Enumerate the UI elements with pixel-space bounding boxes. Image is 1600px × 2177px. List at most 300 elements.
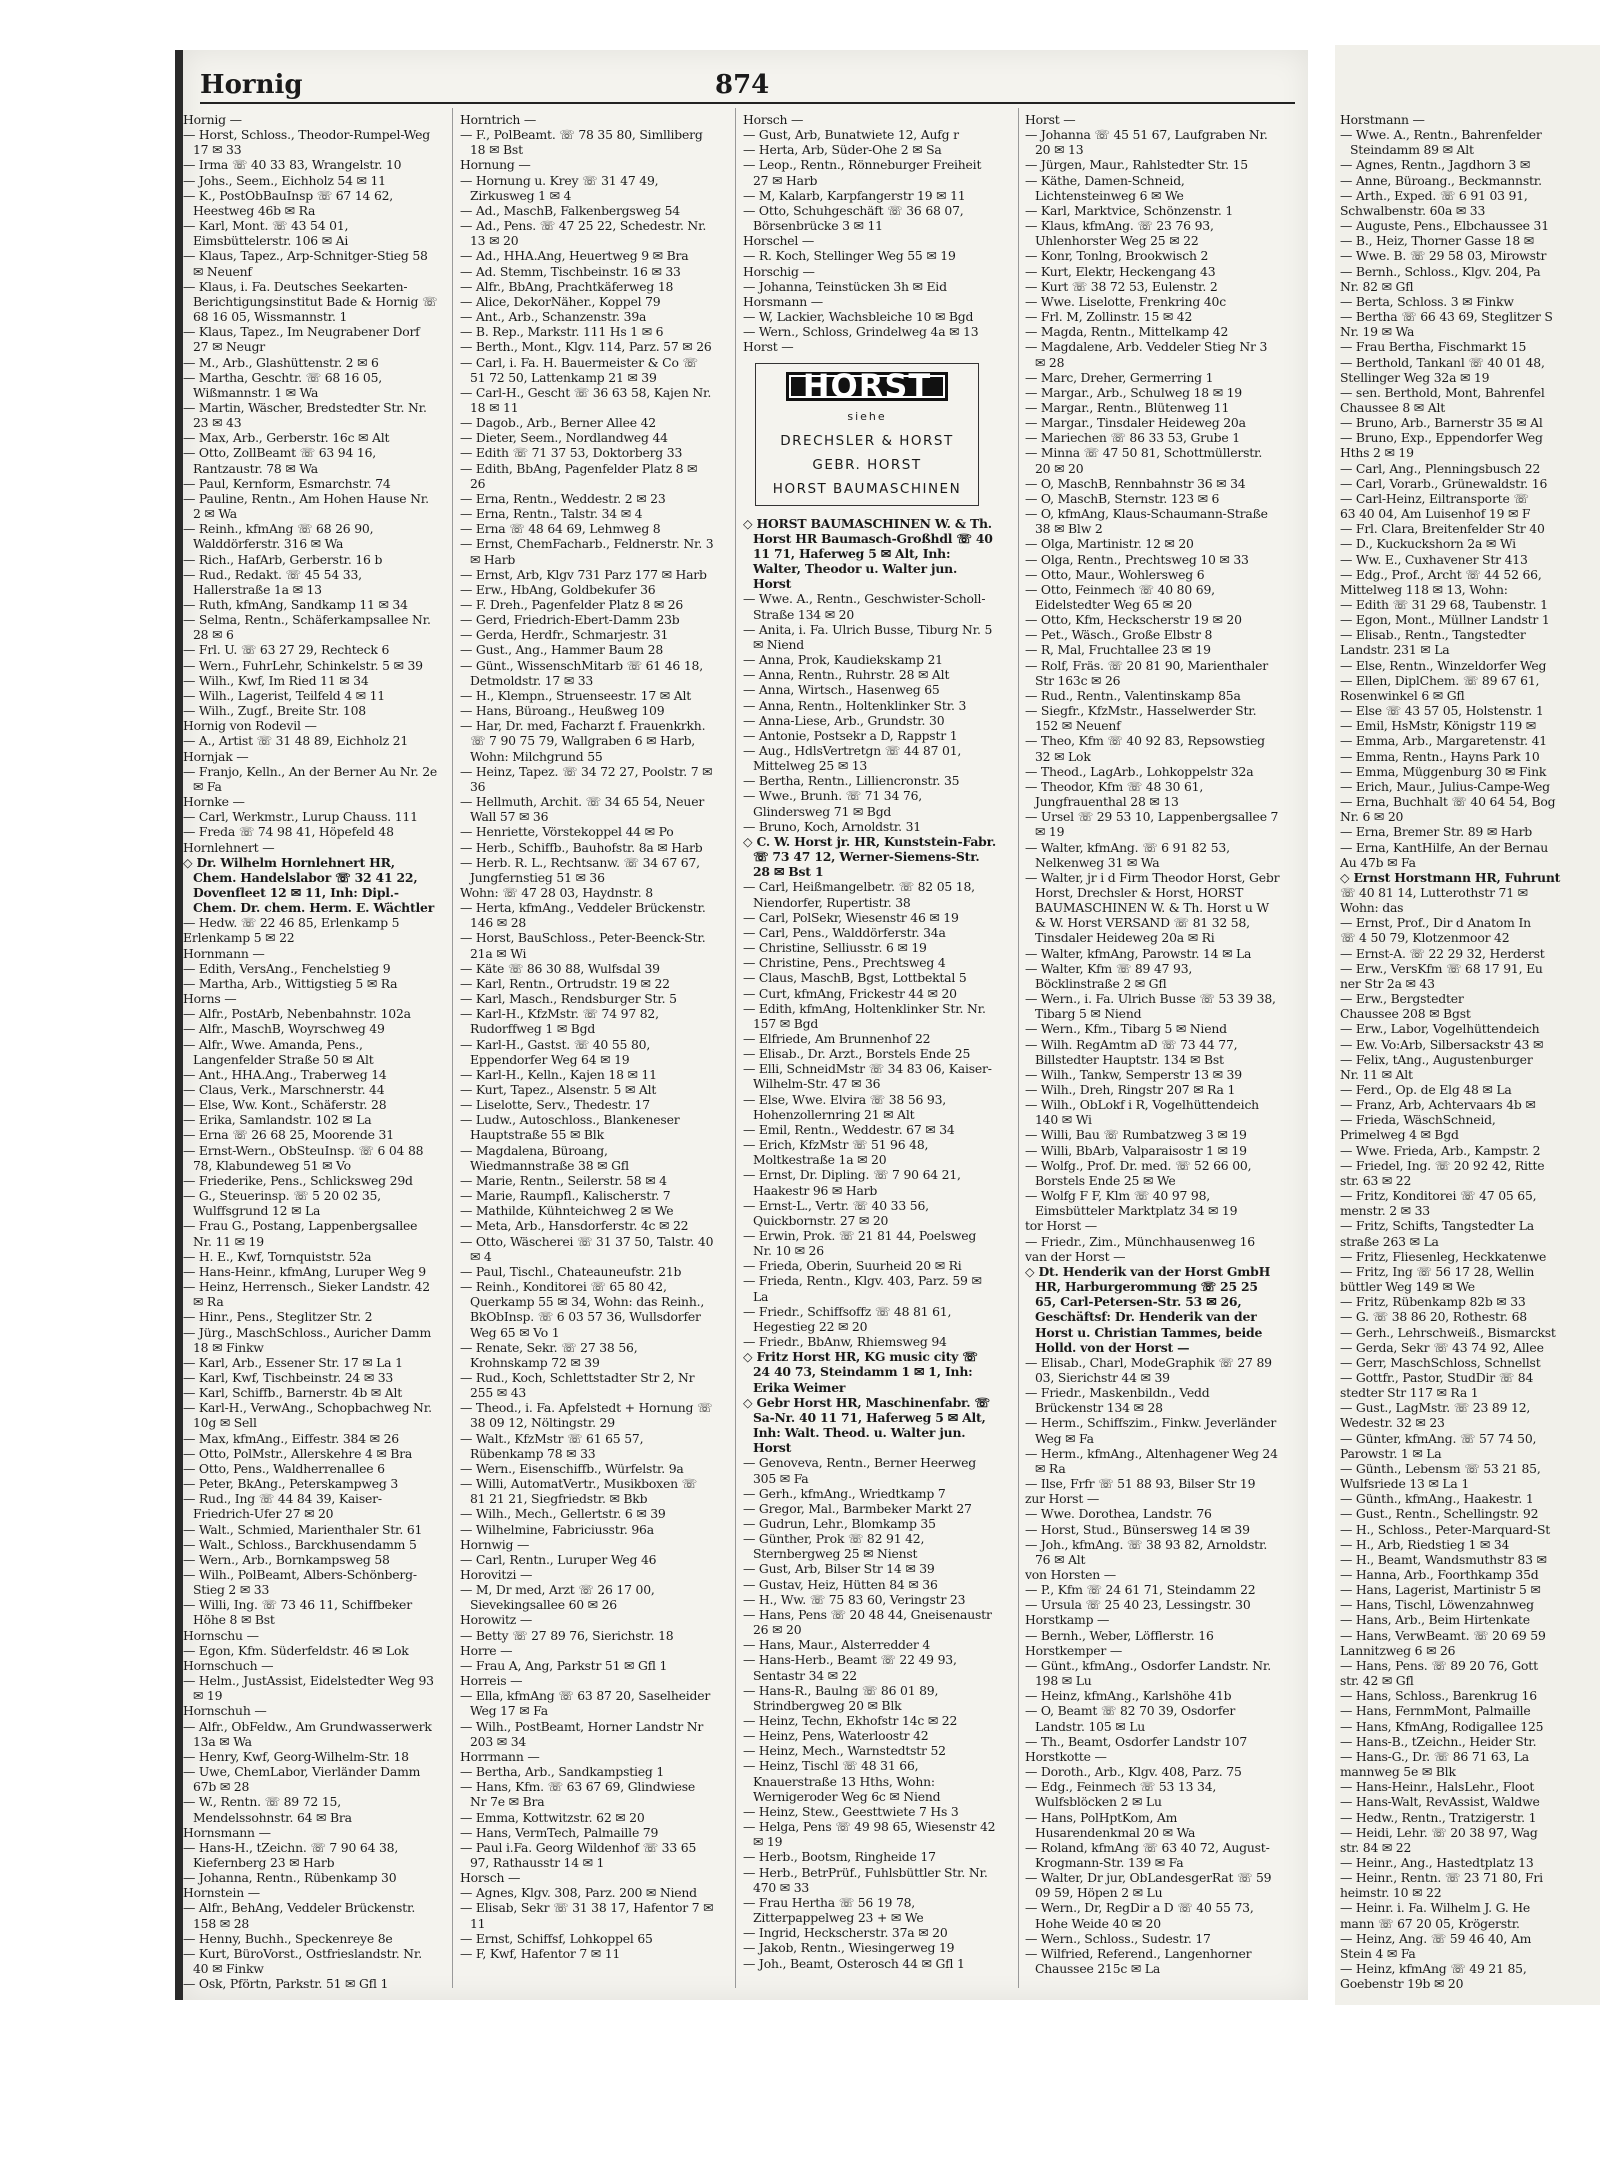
directory-entry: — Max, Arb., Gerberstr. 16c ✉ Alt (183, 430, 390, 446)
directory-entry: str. 84 ✉ 22 (1340, 1839, 1412, 1855)
surname-heading: Hornig — (183, 112, 242, 127)
directory-entry: — Pauline, Rentn., Am Hohen Hause Nr. 2 ✉ Wa (183, 490, 429, 522)
directory-entry: ◇ C. W. Horst jr. HR, Kunststein-Fabr. ☏ 73 47 12, Werner-Siemens-Str. 28 ✉ Bst 1 (743, 833, 996, 880)
directory-entry: — B., Heiz, Thorner Gasse 18 ✉ (1340, 233, 1534, 249)
directory-entry: — F. Dreh., Pagenfelder Platz 8 ✉ 26 (460, 597, 684, 612)
directory-column-2 (460, 112, 715, 1992)
directory-entry: — Joh., Beamt, Osterosch 44 ✉ Gfl 1 (743, 1955, 965, 1971)
directory-entry: — Ilse, Frfr ☏ 51 88 93, Bilser Str 19 (1025, 1476, 1256, 1492)
directory-entry: — Hedw. ☏ 22 46 85, Erlenkamp 5 (183, 915, 400, 931)
directory-entry: — Wilhelmine, Fabriciusstr. 96a (460, 1521, 654, 1537)
directory-entry: — Karl, Kwf, Tischbeinstr. 24 ✉ 33 (183, 1369, 394, 1385)
directory-entry: — sen. Berthold, Mont, Bahrenfel (1340, 384, 1545, 400)
directory-entry: — Herb., Bootsm, Ringheide 17 (743, 1849, 936, 1865)
directory-entry: — Otto, Feinmech ☏ 40 80 69, Eidelstedter Weg 65 ✉ 20 (1025, 581, 1215, 612)
directory-entry: mannweg 5e ✉ Blk (1340, 1764, 1456, 1780)
directory-column-3 (743, 112, 998, 1992)
directory-entry: — Rud., Ing ☏ 44 84 39, Kaiser-Friedrich-Ufer 27 ✉ 20 (183, 1491, 382, 1522)
directory-entry: — Doroth., Arb., Klgv. 408, Parz. 75 (1025, 1764, 1242, 1780)
directory-entry: — Alfr., BbAng, Prachtkäferweg 18 (460, 278, 674, 294)
directory-entry: heimstr. 10 ✉ 22 (1340, 1885, 1442, 1901)
directory-entry: ◇ Ernst Horstmann HR, Fuhrunt (1340, 869, 1561, 885)
directory-entry: — Ernst, Arb, Klgv 731 Parz 177 ✉ Harb (460, 566, 707, 582)
surname-heading: Hornstein — (183, 1885, 260, 1901)
directory-entry: — Selma, Rentn., Schäferkampsallee Nr. 28 ✉ 6 (183, 612, 431, 643)
directory-entry: — Anna, Rentn., Holtenklinker Str. 3 (743, 697, 967, 713)
directory-entry: — Fritz, Rübenkamp 82b ✉ 33 (1340, 1294, 1526, 1310)
directory-entry: — Else, Ww. Kont., Schäferstr. 28 (183, 1097, 387, 1113)
directory-entry: — Karl, Mont. ☏ 43 54 01, Eimsbüttelerstr. 106 ✉ Ai (183, 218, 349, 249)
directory-entry: — Frl. M, Zollinstr. 15 ✉ 42 (1025, 309, 1193, 325)
directory-entry: — Carl-Heinz, Eiltransporte ☏ (1340, 490, 1529, 506)
directory-entry: — Siegfr., KfzMstr., Hasselwerder Str. 152 ✉ Neuenf (1025, 703, 1257, 734)
surname-heading: Horre — (460, 1642, 513, 1658)
directory-entry: — Claus, Verk., Marschnerstr. 44 (183, 1082, 385, 1097)
directory-entry: — M, Dr med, Arzt ☏ 26 17 00, Sievekingsallee 60 ✉ 26 (460, 1582, 655, 1613)
directory-entry: Chaussee 208 ✉ Bgst (1340, 1006, 1471, 1022)
directory-entry: — Marie, Raumpfl., Kalischerstr. 7 (460, 1188, 671, 1204)
directory-entry: — Frl. Clara, Breitenfelder Str 40 (1340, 521, 1545, 537)
directory-entry: — Renate, Sekr. ☏ 27 38 56, Krohnskamp 72 ✉ 39 (460, 1339, 638, 1370)
directory-entry: — Carl, Werkmstr., Lurup Chauss. 111 (183, 809, 418, 825)
directory-entry: — Hans, VerwBeamt. ☏ 20 69 59 (1340, 1627, 1546, 1643)
directory-entry: — Wilh., Tankw, Semperstr 13 ✉ 39 (1025, 1066, 1242, 1082)
directory-entry: — Hans, FernmMont, Palmaille (1340, 1703, 1531, 1719)
surname-heading: Horstkemper — (1025, 1642, 1123, 1658)
directory-entry: — Herm., kfmAng., Altenhagener Weg 24 ✉ Ra (1025, 1445, 1278, 1476)
directory-entry: — Wilh., Zugf., Breite Str. 108 (183, 703, 366, 719)
directory-entry: straße 263 ✉ La (1340, 1233, 1439, 1249)
directory-entry: ◇ Fritz Horst HR, KG music city ☏ 24 40 73, Steindamm 1 ✉ 1, Inh: Erika Weimer (743, 1349, 978, 1395)
directory-entry: — Wilh., PolBeamt, Albers-Schönberg-Stieg 2 ✉ 33 (183, 1567, 417, 1598)
directory-entry: — Reinh., Konditorei ☏ 65 80 42, Querkamp 55 ✉ 34, Wohn: das Reinh., BkObInsp. ☏ 6 03 57 36, Wullsdorfer Weg 65 ✉ Vo 1 (460, 1279, 705, 1340)
directory-entry: — Karl, Schiffb., Barnerstr. 4b ✉ Alt (183, 1385, 403, 1401)
directory-entry: — Karl, Marktvice, Schönzenstr. 1 (1025, 202, 1234, 218)
directory-entry: — Wilh., PostBeamt, Horner Landstr Nr 203 ✉ 34 (460, 1718, 704, 1749)
directory-entry: — Ernst-A. ☏ 22 29 32, Herderst (1340, 945, 1545, 961)
directory-entry: — Käte ☏ 86 30 88, Wulfsdal 39 (460, 960, 660, 976)
directory-entry: — Willi, Ing. ☏ 73 46 11, Schiffbeker Höhe 8 ✉ Bst (183, 1597, 412, 1628)
directory-entry: — Ursula ☏ 25 40 23, Lessingstr. 30 (1025, 1597, 1251, 1613)
surname-heading: tor Horst — (1025, 1218, 1097, 1234)
directory-entry: — Otto, Pens., Waldherrenallee 6 (183, 1460, 385, 1476)
directory-entry: Erlenkamp 5 ✉ 22 (183, 930, 295, 946)
directory-entry: — Henry, Kwf, Georg-Wilhelm-Str. 18 (183, 1748, 409, 1764)
directory-entry: — Walt., KfzMstr ☏ 61 65 57, Rübenkamp 78 ✉ 33 (460, 1430, 644, 1461)
directory-entry: — Hans, Lagerist, Martinistr 5 ✉ (1340, 1582, 1541, 1598)
directory-entry: — Minna ☏ 47 50 81, Schottmüllerstr. 20 ✉ 20 (1025, 445, 1263, 476)
directory-entry: Nr. 82 ✉ Gfl (1340, 278, 1414, 294)
directory-entry: — Mathilde, Kühnteichweg 2 ✉ We (460, 1203, 674, 1219)
directory-entry: — Kurt, Elektr, Heckengang 43 (1025, 263, 1216, 279)
directory-entry: — Wilh., Dreh, Ringstr 207 ✉ Ra 1 (1025, 1082, 1236, 1097)
directory-entry: — Joh., kfmAng. ☏ 38 93 82, Arnoldstr. 76 ✉ Alt (1025, 1536, 1268, 1567)
directory-entry: — Helm., JustAssist, Eidelstedter Weg 93 ✉ 19 (183, 1673, 434, 1704)
directory-entry: — Hans, Pens ☏ 20 48 44, Gneisenaustr 26 ✉ 20 (743, 1606, 992, 1638)
directory-entry: — Wern., Schloss., Sudestr. 17 (1025, 1930, 1211, 1946)
directory-entry: — Fritz, Konditorei ☏ 47 05 65, (1340, 1188, 1537, 1204)
directory-entry: — Walt., Schmied, Marienthaler Str. 61 (183, 1521, 423, 1537)
directory-entry: — Alfr., Wwe. Amanda, Pens., Langenfelder Straße 50 ✉ Alt (183, 1036, 374, 1067)
directory-entry: — Rolf, Fräs. ☏ 20 81 90, Marienthaler Str 163c ✉ 26 (1025, 657, 1268, 688)
surname-heading: Horschig — (743, 263, 815, 279)
directory-entry: — Willi, BbArb, Valparaisostr 1 ✉ 19 (1025, 1142, 1247, 1158)
directory-entry: — Johanna ☏ 45 51 67, Laufgraben Nr. 20 ✉ 13 (1025, 127, 1268, 158)
advertisement-line: GEBR. HORST (812, 456, 922, 473)
directory-entry: — Ant., HHA.Ang., Traberweg 14 (183, 1066, 387, 1082)
directory-entry: — W., Rentn. ☏ 89 72 15, Mendelssohnstr. 64 ✉ Bra (183, 1794, 352, 1825)
directory-entry: — Heinz, kfmAng., Karlshöhe 41b (1025, 1688, 1232, 1704)
directory-entry: — Erna, Buchhalt ☏ 40 64 54, Bog (1340, 794, 1556, 810)
directory-entry: — Wern., i. Fa. Ulrich Busse ☏ 53 39 38, Tibarg 5 ✉ Niend (1025, 991, 1276, 1022)
directory-entry: Rosenwinkel 6 ✉ Gfl (1340, 687, 1465, 703)
directory-entry: — Erich, Maur., Julius-Campe-Weg (1340, 778, 1550, 794)
directory-entry: — Gottfr., Pastor, StudDir ☏ 84 (1340, 1369, 1534, 1385)
directory-entry: — Margar., Rentn., Blütenweg 11 (1025, 399, 1230, 415)
directory-entry: 63 40 04, Am Luisenhof 19 ✉ F (1340, 506, 1531, 522)
directory-entry: — Otto, Maur., Wohlersweg 6 (1025, 566, 1205, 582)
directory-entry: — Heinz, Stew., Geesttwiete 7 Hs 3 (743, 1803, 959, 1819)
directory-entry: — Jürg., MaschSchloss., Auricher Damm 18 ✉ Finkw (183, 1324, 432, 1355)
directory-entry: — Magdalena, Büroang, Wiedmannstraße 38 ✉ Gfl (460, 1142, 629, 1173)
directory-entry: Stellinger Weg 32a ✉ 19 (1340, 369, 1490, 385)
directory-entry: — Ernst, ChemFacharb., Feldnerstr. Nr. 3 ✉ Harb (460, 536, 714, 567)
directory-column-4 (1025, 112, 1280, 1992)
surname-heading: Hornung — (460, 157, 531, 173)
directory-entry: — O, Beamt ☏ 82 70 39, Osdorfer Landstr. 105 ✉ Lu (1025, 1703, 1236, 1734)
directory-entry: — Emil, Rentn., Weddestr. 67 ✉ 34 (743, 1121, 955, 1137)
directory-entry: — Carl-H., Gescht ☏ 36 63 58, Kajen Nr. 18 ✉ 11 (460, 384, 712, 415)
directory-entry: — G., Steuerinsp. ☏ 5 20 02 35, Wulffsgrund 12 ✉ La (183, 1188, 381, 1219)
directory-entry: — Ad., HHA.Ang, Heuertweg 9 ✉ Bra (460, 248, 689, 264)
directory-entry: — Theod., i. Fa. Apfelstedt + Hornung ☏ 38 09 12, Nöltingstr. 29 (460, 1400, 713, 1431)
directory-entry: — Else, Wwe. Elvira ☏ 38 56 93, Hohenzollernring 21 ✉ Alt (743, 1091, 947, 1122)
directory-entry: — Edith, BbAng, Pagenfelder Platz 8 ✉ 26 (460, 460, 698, 491)
directory-entry: — R, Mal, Fruchtallee 23 ✉ 19 (1025, 642, 1211, 658)
directory-entry: — Horst, Schloss., Theodor-Rumpel-Weg 17 ✉ 33 (183, 127, 431, 158)
directory-entry: — Johs., Seem., Eichholz 54 ✉ 11 (183, 172, 386, 188)
directory-entry: — Heinz, Ang. ☏ 59 46 40, Am (1340, 1930, 1532, 1946)
directory-entry: — Wwe. A., Rentn., Bahrenfelder Steindamm 89 ✉ Alt (1340, 127, 1542, 158)
directory-entry: — Hans, Büroang., Heußweg 109 (460, 703, 665, 719)
directory-entry: — Heinz, Tapez. ☏ 34 72 27, Poolstr. 7 ✉ 36 (460, 763, 713, 794)
directory-entry: — Franz, Arb, Achtervaars 4b ✉ (1340, 1097, 1536, 1113)
directory-entry: — Erna, Rentn., Weddestr. 2 ✉ 23 (460, 490, 666, 506)
directory-entry: — Carl, Heißmangelbetr. ☏ 82 05 18, Niendorfer, Rupertistr. 38 (743, 879, 975, 910)
directory-entry: — Otto, ZollBeamt ☏ 63 94 16, Rantzaustr. 78 ✉ Wa (183, 445, 377, 476)
directory-entry: — Osk, Pförtn, Parkstr. 51 ✉ Gfl 1 (183, 1976, 389, 1992)
directory-entry: — Auguste, Pens., Elbchaussee 31 (1340, 218, 1549, 234)
directory-entry: — F, Kwf, Hafentor 7 ✉ 11 (460, 1945, 621, 1961)
directory-entry: — Paul, Kernform, Esmarchstr. 74 (183, 475, 391, 491)
directory-entry: — Elli, SchneidMstr ☏ 34 83 06, Kaiser-Wilhelm-Str. 47 ✉ 36 (743, 1061, 992, 1092)
directory-entry: — Alfr., PostArb, Nebenbahnstr. 102a (183, 1006, 411, 1022)
directory-entry: — Egon, Mont., Müllner Landstr 1 (1340, 612, 1550, 628)
directory-entry: — Uwe, ChemLabor, Vierländer Damm 67b ✉ 28 (183, 1764, 421, 1795)
directory-entry: — Wilh. RegAmtm aD ☏ 73 44 77, Billstedter Hauptstr. 134 ✉ Bst (1025, 1036, 1238, 1067)
directory-entry: — Ernst-Wern., ObSteuInsp. ☏ 6 04 88 78, Klabundeweg 51 ✉ Vo (183, 1142, 424, 1173)
directory-entry: — Wilh., ObLokf i R, Vogelhüttendeich 140 ✉ Wi (1025, 1097, 1259, 1128)
column-divider (735, 108, 736, 1988)
directory-entry: — Ernst, Schiffsf, Lohkoppel 65 (460, 1930, 653, 1946)
directory-entry: — Gregor, Mal., Barmbeker Markt 27 (743, 1500, 972, 1516)
directory-entry: — Paul, Tischl., Chateauneufstr. 21b (460, 1263, 682, 1279)
directory-entry: — Wern., Dr, RegDir a D ☏ 40 55 73, Hohe Weide 40 ✉ 20 (1025, 1900, 1254, 1931)
directory-entry: — Ruth, kfmAng, Sandkamp 11 ✉ 34 (183, 597, 408, 612)
surname-heading: Horowitz — (460, 1612, 533, 1628)
directory-entry: mann ☏ 67 20 05, Krögerstr. (1340, 1915, 1520, 1931)
directory-entry: — Freda ☏ 74 98 41, Höpefeld 48 (183, 824, 394, 840)
directory-entry: — Herm., Schiffszim., Finkw. Jeverländer Weg ✉ Fa (1025, 1415, 1277, 1446)
surname-heading: Horns — (183, 991, 237, 1007)
directory-entry: — Hans-Heinr., HalsLehr., Floot (1340, 1779, 1535, 1795)
directory-entry: — Wilh., Kwf, Im Ried 11 ✉ 34 (183, 672, 369, 688)
directory-entry: — Edg., Prof., Archt ☏ 44 52 66, (1340, 566, 1542, 582)
directory-entry: — Wern., Eisenschiffb., Würfelstr. 9a (460, 1460, 684, 1476)
directory-entry: — Hans-Walt, RevAssist, Waldwe (1340, 1794, 1540, 1810)
directory-entry: — Herb., BetrPrüf., Fuhlsbüttler Str. Nr. 470 ✉ 33 (743, 1864, 988, 1895)
directory-entry: ner Str 2a ✉ 43 (1340, 975, 1435, 991)
surname-heading: Hornschuch — (183, 1657, 274, 1673)
surname-heading: Horstmann — (1340, 112, 1425, 127)
directory-entry: — Carl, i. Fa. H. Bauermeister & Co ☏ 51 72 50, Lattenkamp 21 ✉ 39 (460, 354, 698, 385)
directory-entry: — Mariechen ☏ 86 33 53, Grube 1 (1025, 430, 1240, 446)
directory-entry: — Bruno, Koch, Arnoldstr. 31 (743, 818, 921, 834)
directory-entry: — H., Ww. ☏ 75 83 60, Veringstr 23 (743, 1591, 966, 1607)
directory-entry: — Wilh., Mech., Gellertstr. 6 ✉ 39 (460, 1506, 666, 1522)
surname-heading: Horstkamp — (1025, 1612, 1110, 1628)
directory-entry: — H., Klempn., Struenseestr. 17 ✉ Alt (460, 687, 691, 703)
directory-entry: — Otto, Kfm, Heckscherstr 19 ✉ 20 (1025, 612, 1242, 628)
directory-entry: — Erw., Bergstedter (1340, 991, 1464, 1007)
directory-entry: — Rich., HafArb, Gerberstr. 16 b (183, 551, 383, 567)
directory-entry: — W, Lackier, Wachsbleiche 10 ✉ Bgd (743, 309, 974, 325)
directory-entry: — Hans, PolHptKom, Am Husarendenkmal 20 ✉ Wa (1025, 1809, 1196, 1840)
directory-entry: — Käthe, Damen-Schneid, Lichtensteinweg 6 ✉ We (1025, 172, 1185, 203)
directory-entry: — Olga, Rentn., Prechtsweg 10 ✉ 33 (1025, 551, 1249, 567)
directory-entry: — Erw., Labor, Vogelhüttendeich (1340, 1021, 1540, 1037)
directory-entry: — Margar., Tinsdaler Heideweg 20a (1025, 415, 1246, 431)
directory-entry: — Herta, kfmAng., Veddeler Brückenstr. 146 ✉ 28 (460, 900, 706, 931)
directory-entry: — Heinz, Techn, Ekhofstr 14c ✉ 22 (743, 1713, 958, 1728)
directory-entry: — Edith, kfmAng, Holtenklinker Str. Nr. 157 ✉ Bgd (743, 1000, 986, 1031)
directory-entry: — Peter, BkAng., Peterskampweg 3 (183, 1476, 399, 1492)
directory-entry: — Frieda, Rentn., Klgv. 403, Parz. 59 ✉ La (743, 1273, 982, 1304)
directory-entry: Goebenstr 19b ✉ 20 (1340, 1976, 1464, 1992)
directory-entry: — Else ☏ 43 57 05, Holstenstr. 1 (1340, 703, 1544, 719)
directory-entry: — Hedw., Rentn., Tratzigerstr. 1 (1340, 1809, 1537, 1825)
directory-entry: — Günter, kfmAng. ☏ 57 74 50, (1340, 1430, 1537, 1446)
surname-heading: Horschel — (743, 233, 815, 249)
directory-entry: ◇ Dr. Wilhelm Hornlehnert HR, Chem. Handelslabor ☏ 32 41 22, Dovenfleet 12 ✉ 11, Inh: Dipl.-Chem. Dr. chem. Herm. E. Wächtler (183, 854, 435, 916)
directory-entry: — Kurt, Tapez., Alsenstr. 5 ✉ Alt (460, 1082, 657, 1097)
directory-entry: — Erich, KfzMstr ☏ 51 96 48, Moltkestraße 1a ✉ 20 (743, 1137, 929, 1168)
directory-entry: — Berta, Schloss. 3 ✉ Finkw (1340, 293, 1514, 309)
surname-heading: Horovitzi — (460, 1567, 533, 1582)
directory-entry: — Konr, Tonlng, Brookwisch 2 (1025, 248, 1209, 264)
directory-entry: — Friedr., BbAnw, Rhiemsweg 94 (743, 1334, 947, 1350)
directory-entry: — Elisab., Charl, ModeGraphik ☏ 27 89 03, Sierichstr 44 ✉ 39 (1025, 1354, 1272, 1385)
directory-entry: — Erna ☏ 26 68 25, Moorende 31 (183, 1127, 394, 1143)
directory-entry: — Gerh., Lehrschweiß., Bismarckst (1340, 1324, 1556, 1340)
directory-entry: — Carl, Ang., Plenningsbusch 22 (1340, 460, 1541, 476)
directory-entry: — R. Koch, Stellinger Weg 55 ✉ 19 (743, 248, 956, 264)
directory-entry: — Karl, Masch., Rendsburger Str. 5 (460, 991, 677, 1007)
surname-heading: Hornmann — (183, 945, 265, 961)
directory-entry: — Heinr., Ang., Hastedtplatz 13 (1340, 1854, 1534, 1870)
directory-entry: — Anna, Rentn., Ruhrstr. 28 ✉ Alt (743, 667, 950, 683)
directory-entry: Nr. 11 ✉ Alt (1340, 1066, 1413, 1082)
directory-entry: — Heinz, Mech., Warnstedtstr 52 (743, 1743, 946, 1759)
directory-entry: Primelweg 4 ✉ Bgd (1340, 1127, 1459, 1143)
surname-heading: Hornsmann — (183, 1824, 271, 1840)
directory-entry: — Ww. E., Cuxhavener Str 413 (1340, 551, 1528, 567)
directory-entry: — Erna, Rentn., Talstr. 34 ✉ 4 (460, 506, 643, 522)
directory-entry: — Berth., Mont., Klgv. 114, Parz. 57 ✉ 26 (460, 339, 712, 355)
directory-entry: — Heidi, Lehr. ☏ 20 38 97, Wag (1340, 1824, 1538, 1840)
directory-entry: — Hans-G., Dr. ☏ 86 71 63, La (1340, 1748, 1529, 1764)
directory-entry: — Hellmuth, Archit. ☏ 34 65 54, Neuer Wall 57 ✉ 36 (460, 794, 705, 825)
directory-entry: — Erna ☏ 48 64 69, Lehmweg 8 (460, 521, 661, 537)
directory-entry: — P., Kfm ☏ 24 61 71, Steindamm 22 (1025, 1582, 1256, 1598)
directory-entry: — G. ☏ 38 86 20, Rothestr. 68 (1340, 1309, 1527, 1325)
directory-entry: — Horst, BauSchloss., Peter-Beenck-Str. 21a ✉ Wi (460, 930, 706, 961)
directory-entry: — Carl, Pens., Walddörferstr. 34a (743, 924, 946, 940)
directory-entry: Wedestr. 32 ✉ 23 (1340, 1415, 1445, 1431)
directory-entry: — Frau G., Postang, Lappenbergsallee Nr. 11 ✉ 19 (183, 1218, 418, 1249)
directory-entry: Parowstr. 1 ✉ La (1340, 1445, 1442, 1461)
directory-entry: — Max, kfmAng., Eiffestr. 384 ✉ 26 (183, 1430, 399, 1446)
directory-entry: — Ingrid, Heckscherstr. 37a ✉ 20 (743, 1925, 948, 1941)
directory-entry: Stein 4 ✉ Fa (1340, 1945, 1416, 1961)
directory-entry: — Karl-H., Kelln., Kajen 18 ✉ 11 (460, 1066, 657, 1082)
directory-entry: — Ew. Vo:Arb, Silbersackstr 43 ✉ (1340, 1036, 1544, 1052)
directory-entry: — Emil, HsMstr, Königstr 119 ✉ (1340, 718, 1536, 734)
directory-entry: Nr. 19 ✉ Wa (1340, 324, 1415, 340)
directory-entry: — Friederike, Pens., Schlicksweg 29d (183, 1172, 413, 1188)
column-divider (1018, 108, 1019, 1988)
surname-heading: von Horsten — (1025, 1567, 1116, 1582)
directory-entry: — Heinr. i. Fa. Wilhelm J. G. He (1340, 1900, 1531, 1916)
directory-entry: — Gust., LagMstr. ☏ 23 89 12, (1340, 1400, 1531, 1416)
directory-entry: — Alfr., ObFeldw., Am Grundwasserwerk 13a ✉ Wa (183, 1718, 432, 1749)
directory-entry: — O, MaschB, Sternstr. 123 ✉ 6 (1025, 490, 1220, 506)
directory-entry: — Antonie, Postsekr a D, Rappstr 1 (743, 727, 958, 743)
directory-entry: — Frieda, Oberin, Suurheid 20 ✉ Ri (743, 1258, 962, 1274)
directory-entry: — Gerh., kfmAng., Wriedtkamp 7 (743, 1485, 946, 1501)
surname-heading: Hornschu — (183, 1627, 259, 1643)
surname-heading: Horsch — (460, 1870, 521, 1886)
directory-entry: — Walter, Dr jur, ObLandesgerRat ☏ 59 09 59, Höpen 2 ✉ Lu (1025, 1870, 1272, 1901)
directory-entry: — Elisab, Sekr ☏ 31 38 17, Hafentor 7 ✉ 11 (460, 1900, 714, 1931)
directory-entry: Wohn: ☏ 47 28 03, Haydnstr. 8 (460, 884, 653, 900)
directory-entry: — Wilh., Lagerist, Teilfeld 4 ✉ 11 (183, 687, 385, 703)
directory-entry: — Emma, Müggenburg 30 ✉ Fink (1340, 763, 1547, 779)
directory-entry: — Martha, Arb., Wittigstieg 5 ✉ Ra (183, 975, 398, 991)
directory-entry: — Hans, Tischl, Löwenzahnweg (1340, 1597, 1534, 1613)
directory-entry: — Hans-H., tZeichn. ☏ 7 90 64 38, Kiefernberg 23 ✉ Harb (183, 1839, 399, 1870)
directory-entry: — Pet., Wäsch., Große Elbstr 8 (1025, 627, 1213, 643)
directory-entry: — Erika, Samlandstr. 102 ✉ La (183, 1112, 372, 1128)
directory-entry: — Kurt ☏ 38 72 53, Eulenstr. 2 (1025, 278, 1218, 294)
directory-entry: — Edith ☏ 71 37 53, Doktorberg 33 (460, 445, 683, 461)
directory-entry: — M, Kalarb, Karpfangerstr 19 ✉ 11 (743, 187, 966, 203)
directory-entry: — Willi, Bau ☏ Rumbatzweg 3 ✉ 19 (1025, 1127, 1247, 1143)
directory-entry: — H., Beamt, Wandsmuthstr 83 ✉ (1340, 1551, 1547, 1567)
directory-entry: — Günth., Lebensm ☏ 53 21 85, (1340, 1460, 1541, 1476)
directory-entry: — Theodor, Kfm ☏ 48 30 61, Jungfrauenthal 28 ✉ 13 (1025, 778, 1204, 810)
directory-entry: — Wwe. A., Rentn., Geschwister-Scholl-Straße 134 ✉ 20 (743, 591, 986, 622)
directory-entry: Lannitzweg 6 ✉ 26 (1340, 1642, 1456, 1658)
directory-entry: — Anna-Liese, Arb., Grundstr. 30 (743, 712, 945, 728)
directory-entry: — Franjo, Kelln., An der Berner Au Nr. 2e ✉ Fa (183, 763, 438, 794)
directory-entry: — Agnes, Rentn., Jagdhorn 3 ✉ (1340, 157, 1531, 173)
directory-entry: — B. Rep., Markstr. 111 Hs 1 ✉ 6 (460, 324, 664, 340)
surname-heading: Hornjak — (183, 748, 249, 764)
surname-heading: Hornlehnert — (183, 839, 275, 855)
directory-entry: str. 63 ✉ 22 (1340, 1172, 1412, 1188)
directory-entry: — Frl. U. ☏ 63 27 29, Rechteck 6 (183, 642, 390, 658)
horst-logo: HORST (786, 372, 949, 401)
directory-entry: — Willi, AutomatVertr., Musikboxen ☏ 81 21 21, Siegfriedstr. ✉ Bkb (460, 1476, 697, 1507)
directory-entry: — Marc, Dreher, Germerring 1 (1025, 369, 1214, 385)
directory-entry: — Otto, PolMstr., Allerskehre 4 ✉ Bra (183, 1445, 413, 1461)
directory-entry: — Magdalene, Arb. Veddeler Stieg Nr 3 ✉ 28 (1025, 339, 1268, 370)
directory-entry: — Herta, Arb, Süder-Ohe 2 ✉ Sa (743, 142, 942, 158)
directory-entry: — Margar., Arb., Schulweg 18 ✉ 19 (1025, 384, 1242, 400)
surname-heading: ◇ Dt. Henderik van der Horst GmbH HR, Harburgerommung ☏ 25 25 65, Carl-Petersen-Str. 53 ✉ 26, Geschäftsf: Dr. Henderik van der Horst u. Christian Tammes, beide Holld. von der Horst — (1025, 1263, 1271, 1355)
header-rule (200, 102, 1295, 104)
directory-entry: — Klaus, Tapez., Im Neugrabener Dorf 27 ✉ Neugr (183, 324, 420, 355)
directory-entry: — Hans, Schloss., Barenkrug 16 (1340, 1688, 1537, 1704)
directory-entry: Wulfsriede 13 ✉ La 1 (1340, 1476, 1470, 1492)
directory-entry: — Reinh., kfmAng ☏ 68 26 90, Walddörferstr. 316 ✉ Wa (183, 521, 374, 552)
directory-entry: — Walter, jr i d Firm Theodor Horst, Gebr Horst, Drechsler & Horst, HORST BAUMASCHINEN W. & Th. Horst u W & W. Horst VERSAND ☏ 81 32 58, Tinsdaler Heideweg 20a ✉ Ri (1025, 869, 1280, 946)
directory-entry: — Meta, Arb., Hansdorferstr. 4c ✉ 22 (460, 1218, 689, 1234)
directory-entry: — Magda, Rentn., Mittelkamp 42 (1025, 324, 1229, 340)
directory-entry: — Bertha ☏ 66 43 69, Steglitzer S (1340, 309, 1553, 325)
directory-entry: — Hans, Arb., Beim Hirtenkate (1340, 1612, 1530, 1628)
directory-entry: — Friedr., Maskenbildn., Vedd Brückenstr 134 ✉ 28 (1025, 1385, 1210, 1416)
directory-entry: — Alfr., BehAng, Veddeler Brückenstr. 158 ✉ 28 (183, 1900, 416, 1931)
surname-heading: Horrmann — (460, 1748, 540, 1764)
directory-entry: — Felix, tAng., Augustenburger (1340, 1051, 1533, 1067)
directory-entry: — A., Artist ☏ 31 48 89, Eichholz 21 (183, 733, 409, 749)
running-head-name: Hornig (200, 70, 303, 100)
directory-entry: — Jakob, Rentn., Wiesingerweg 19 (743, 1940, 955, 1956)
advertisement-line: DRECHSLER & HORST (780, 432, 954, 449)
directory-entry: — Berthold, Tankanl ☏ 40 01 48, (1340, 354, 1545, 370)
directory-entry: — Bernh., Weber, Löfflerstr. 16 (1025, 1627, 1214, 1643)
directory-entry: — Klaus, kfmAng. ☏ 23 76 93, Uhlenhorster Weg 25 ✉ 22 (1025, 218, 1214, 249)
advertisement-line: HORST BAUMASCHINEN (772, 480, 962, 497)
directory-entry: — Wwe. B. ☏ 29 58 03, Mirowstr (1340, 248, 1547, 264)
surname-heading: Hornig von Rodevil — (183, 718, 317, 734)
directory-entry: — Th., Beamt, Osdorfer Landstr 107 (1025, 1733, 1248, 1749)
directory-entry: — Alice, DekorNäher., Koppel 79 (460, 293, 661, 309)
surname-heading: van der Horst — (1025, 1248, 1126, 1264)
directory-entry: — Walter, kfmAng. ☏ 6 91 82 53, Nelkenweg 31 ✉ Wa (1025, 839, 1230, 870)
surname-heading: Horst — (743, 339, 794, 355)
directory-entry: — Olga, Martinistr. 12 ✉ 20 (1025, 536, 1194, 552)
directory-entry: — Frieda, WäschSchneid, (1340, 1112, 1496, 1128)
directory-entry: — Bertha, Arb., Sandkampstieg 1 (460, 1764, 665, 1780)
directory-entry: — Bernh., Schloss., Klgv. 204, Pa (1340, 263, 1541, 279)
directory-entry: — Ad. Stemm, Tischbeinstr. 16 ✉ 33 (460, 263, 681, 279)
directory-entry: — Martin, Wäscher, Bredstedter Str. Nr. 23 ✉ 43 (183, 399, 427, 431)
directory-entry: Au 47b ✉ Fa (1340, 854, 1416, 870)
directory-entry: — Karl-H., VerwAng., Schopbachweg Nr. 10g ✉ Sell (183, 1400, 432, 1431)
